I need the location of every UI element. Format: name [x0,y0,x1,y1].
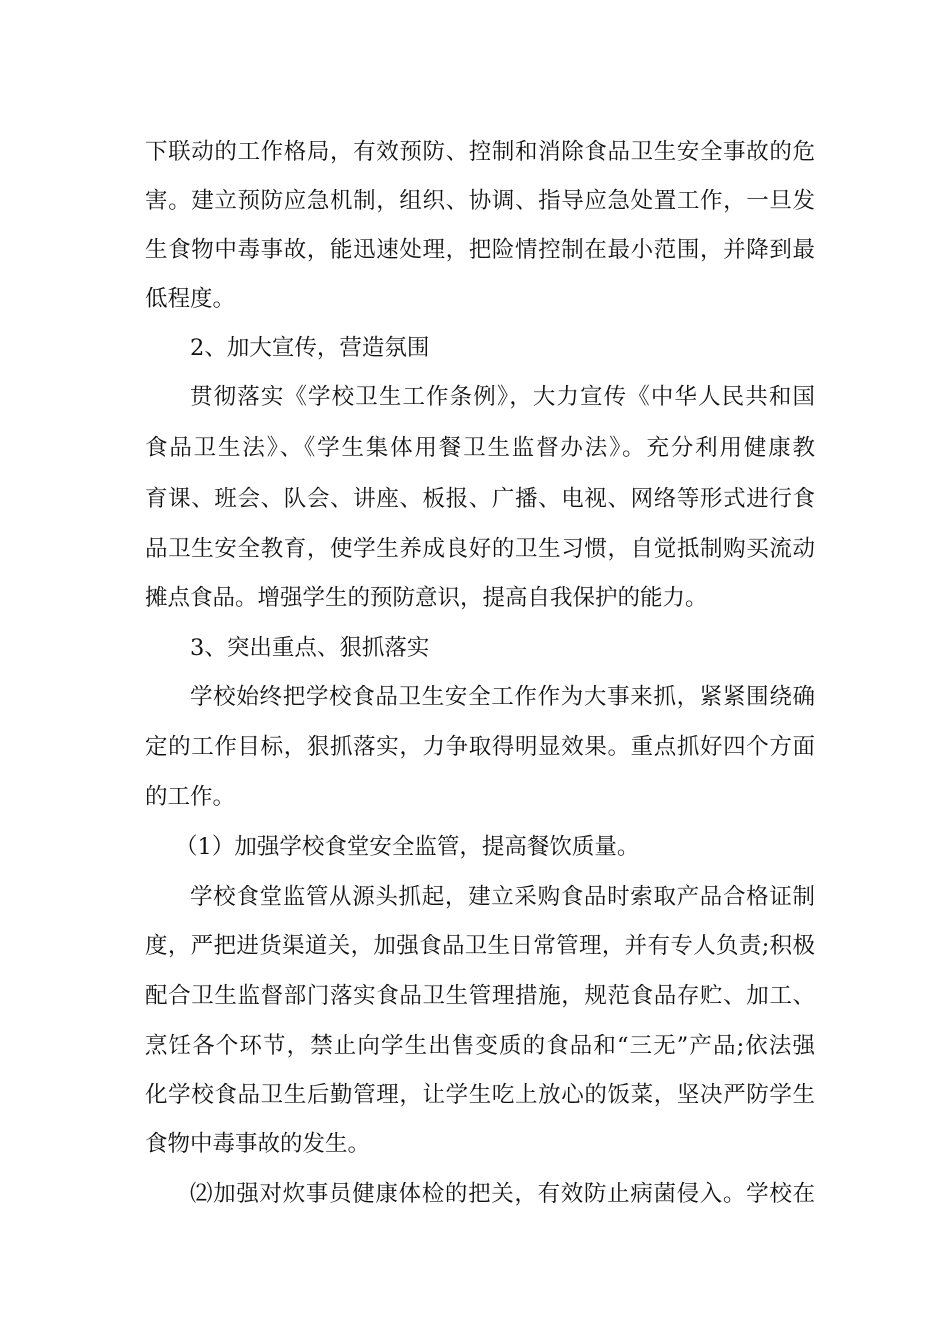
text-line: ⑵加强对炊事员健康体检的把关，有效防止病菌侵入。学校在 [190,1181,815,1207]
text-line: 害。建立预防应急机制，组织、协调、指导应急处置工作，一旦发 [145,188,815,214]
section-heading: 2、加大宣传，营造氛围 [190,335,430,361]
text-line: 化学校食品卫生后勤管理，让学生吃上放心的饭菜，坚决严防学生 [145,1082,815,1108]
text-line: 食品卫生法》、《学生集体用餐卫生监督办法》。充分利用健康教 [145,435,815,461]
text-line: 学校始终把学校食品卫生安全工作作为大事来抓，紧紧围绕确 [190,684,815,710]
text-line: 配合卫生监督部门落实食品卫生管理措施，规范食品存贮、加工、 [145,983,815,1009]
text-line: 下联动的工作格局，有效预防、控制和消除食品卫生安全事故的危 [145,139,815,165]
text-line: 低程度。 [145,286,236,312]
text-line: 贯彻落实《学校卫生工作条例》，大力宣传《中华人民共和国 [190,384,815,410]
subsection-heading: （1）加强学校食堂安全监管，提高餐饮质量。 [175,834,640,860]
text-line: 学校食堂监管从源头抓起，建立采购食品时索取产品合格证制 [190,884,815,910]
text-line: 的工作。 [145,784,236,810]
text-line: 食物中毒事故的发生。 [145,1131,371,1157]
text-line: 度，严把进货渠道关，加强食品卫生日常管理，并有专人负责;积极 [145,933,815,959]
text-line: 摊点食品。增强学生的预防意识，提高自我保护的能力。 [145,585,708,611]
text-line: 品卫生安全教育，使学生养成良好的卫生习惯，自觉抵制购买流动 [145,536,815,562]
text-line: 烹饪各个环节，禁止向学生出售变质的食品和“三无”产品;依法强 [145,1033,815,1059]
text-line: 定的工作目标，狠抓落实，力争取得明显效果。重点抓好四个方面 [145,734,815,760]
section-heading: 3、突出重点、狠抓落实 [190,635,430,661]
text-line: 生食物中毒事故，能迅速处理，把险情控制在最小范围，并降到最 [145,237,815,263]
text-line: 育课、班会、队会、讲座、板报、广播、电视、网络等形式进行食 [145,486,815,512]
